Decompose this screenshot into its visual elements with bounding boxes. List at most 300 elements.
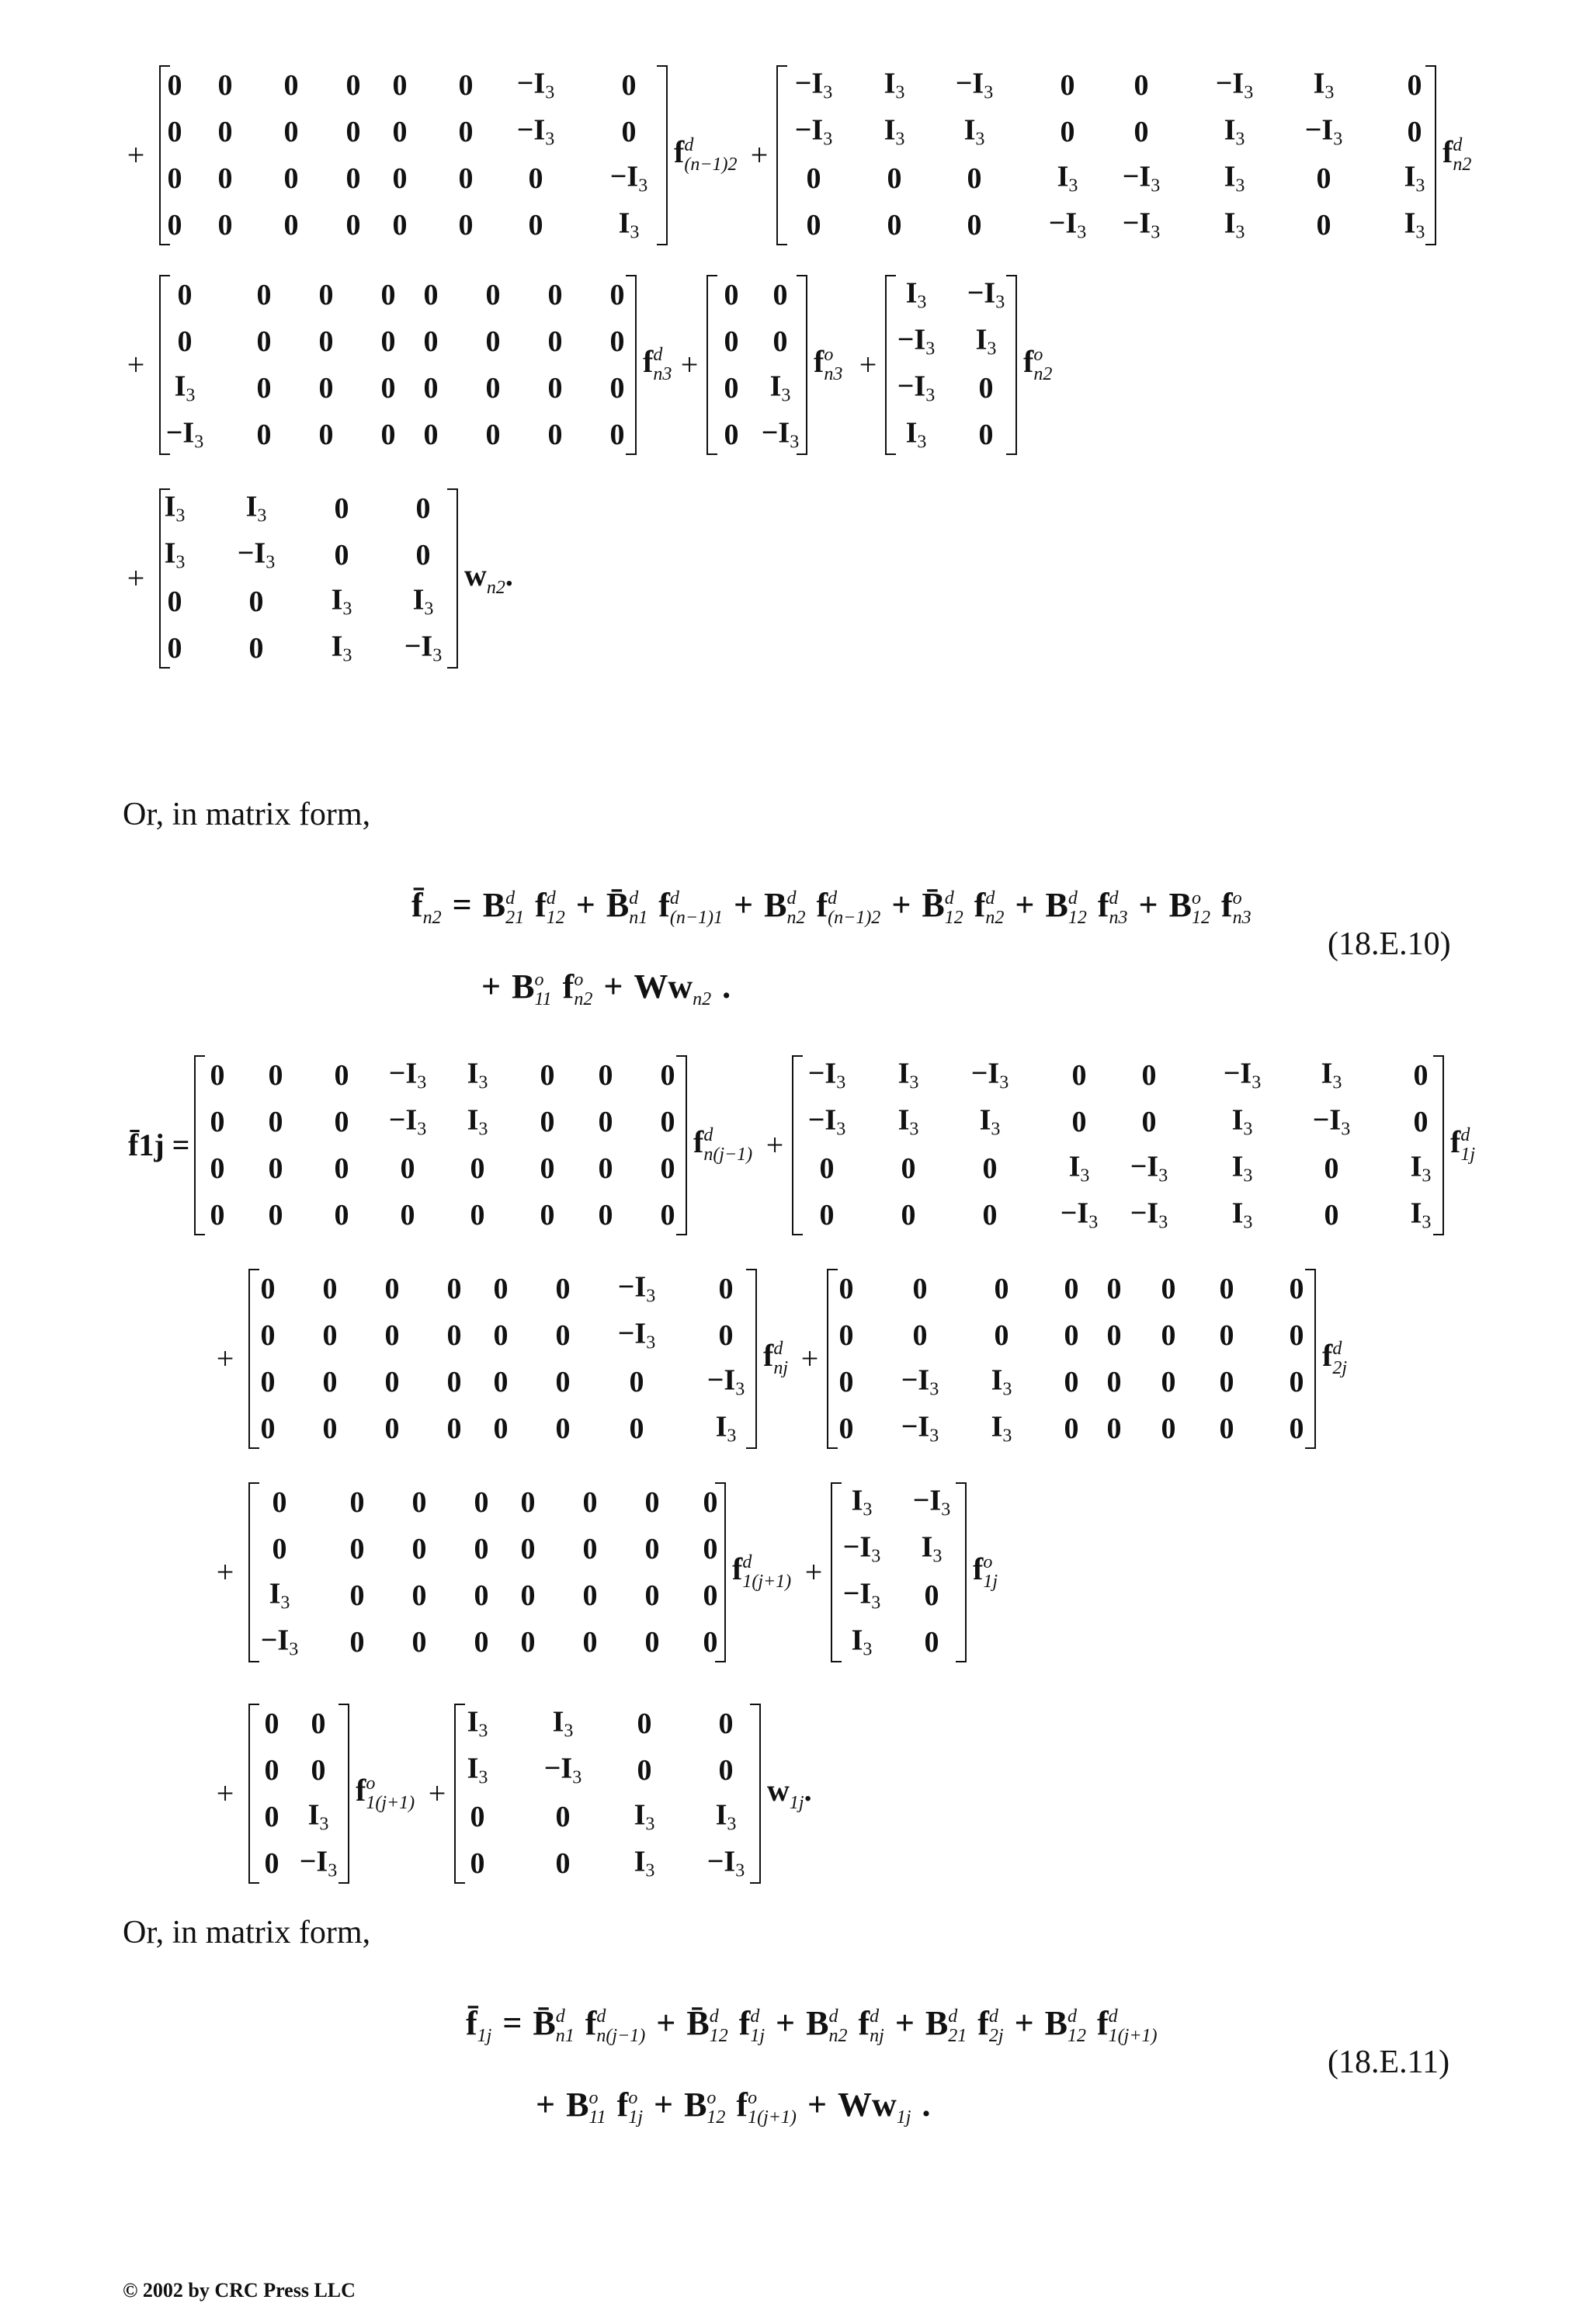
matrix-cell: 0 [345,209,361,241]
matrix-cell: 0 [210,1199,225,1231]
matrix-cell: 0 [349,1626,365,1659]
matrix-cell: 0 [1106,1273,1122,1305]
matrix-cell: 0 [318,279,334,311]
plus-sign: + [804,1555,823,1589]
equation-term: f d (n−1)1 [658,886,724,929]
matrix-cell: 0 [458,162,474,195]
matrix-cell: 0 [582,1533,598,1565]
matrix-cell: 0 [1161,1273,1176,1305]
matrix-cell: 0 [384,1273,400,1305]
matrix-cell: 0 [322,1273,338,1305]
matrix-cell: 0 [1106,1366,1122,1398]
equation-term: + [481,967,502,1006]
matrix-cell: 0 [493,1319,509,1352]
matrix-cell: $I_3$ [851,1624,873,1660]
matrix-cell: 0 [718,1754,734,1787]
equation-term: + [536,2086,556,2124]
matrix-cell: $-I_3$ [516,67,555,103]
bracket-right [746,1269,757,1449]
matrix-cell: 0 [177,325,193,358]
matrix-cell: 0 [1413,1059,1429,1092]
matrix-cell: 0 [1219,1366,1234,1398]
matrix-cell: $-I_3$ [842,1577,881,1614]
matrix-cell: $-I_3$ [1048,207,1087,243]
matrix-cell: 0 [167,116,182,148]
matrix-cell: $I_3$ [1313,67,1335,103]
matrix-cell: 0 [400,1199,415,1231]
matrix-cell: $-I_3$ [897,370,936,406]
bracket-left [831,1482,842,1662]
matrix-cell: 0 [540,1152,555,1185]
matrix-cell: 0 [474,1579,489,1612]
matrix-cell: 0 [260,1412,276,1445]
bracket-right [447,488,458,669]
matrix-cell: 0 [703,1626,718,1659]
vector-f: f o n2 [1023,344,1053,384]
matrix-cell: $I_3$ [715,1798,737,1835]
matrix-cell: 0 [1289,1366,1304,1398]
matrix-cell: $I_3$ [1224,113,1245,150]
matrix-cell: $I_3$ [1057,160,1078,196]
matrix-cell: 0 [967,209,982,241]
matrix-cell: 0 [380,372,396,405]
matrix-cell: 0 [400,1152,415,1185]
vector-f: f d nj [763,1338,788,1378]
matrix-cell: 0 [887,209,902,241]
matrix-cell: $I_3$ [1410,1197,1432,1233]
matrix-cell: 0 [334,1199,349,1231]
bracket-left [827,1269,838,1449]
matrix-cell: 0 [1060,69,1075,102]
plus-sign: + [800,1341,819,1376]
matrix-cell: 0 [978,372,994,405]
plus-sign: + [765,1127,784,1162]
vector-f: f d 1(j+1) [732,1551,792,1592]
matrix-cell: 0 [264,1801,279,1833]
matrix-cell: 0 [217,209,233,241]
matrix-cell: 0 [1106,1412,1122,1445]
matrix-cell: $-I_3$ [1060,1197,1099,1233]
matrix-cell: 0 [1316,209,1331,241]
equation-term: f d n2 [974,886,1005,929]
plus-sign: + [859,347,877,382]
matrix-cell: 0 [724,279,739,311]
matrix [248,1269,757,1449]
matrix-cell: 0 [256,372,272,405]
matrix-cell: 0 [629,1366,644,1398]
matrix-cell: 0 [268,1106,283,1138]
bracket-right [1433,1055,1444,1235]
matrix-cell: $I_3$ [467,1705,488,1742]
matrix [454,1704,761,1884]
matrix-cell: 0 [582,1579,598,1612]
equation-term: f o n2 [562,967,593,1010]
vector-f: f d n3 [643,344,672,384]
matrix-cell: 0 [458,69,474,102]
matrix [885,275,1017,455]
matrix-cell: 0 [838,1319,854,1352]
matrix-cell: 0 [982,1199,998,1231]
matrix-cell: 0 [1071,1106,1087,1138]
matrix-cell: 0 [384,1366,400,1398]
matrix-cell: 0 [901,1152,916,1185]
equation-term: B̄ d 12 [686,2004,728,2047]
matrix-cell: 0 [901,1199,916,1231]
matrix-cell: $I_3$ [897,1103,919,1140]
matrix-cell: 0 [264,1707,279,1740]
matrix-cell: 0 [1141,1106,1157,1138]
matrix-cell: $-I_3$ [901,1363,939,1400]
matrix-cell: 0 [392,69,408,102]
matrix-cell: 0 [555,1847,571,1880]
matrix-cell: 0 [167,585,182,618]
matrix-cell: $I_3$ [245,490,267,526]
matrix-cell: 0 [540,1059,555,1092]
matrix-cell: 0 [598,1152,613,1185]
matrix-cell: 0 [411,1579,427,1612]
matrix-cell: 0 [217,162,233,195]
equation-term: f d n3 [1097,886,1128,929]
bracket-right [1425,65,1436,245]
matrix-cell: $-I_3$ [516,113,555,150]
matrix-cell: 0 [345,116,361,148]
equation-term: + [603,967,623,1006]
matrix-cell: $-I_3$ [404,630,443,666]
matrix-cell: 0 [423,419,439,451]
matrix-cell: 0 [1106,1319,1122,1352]
bracket-right [956,1482,967,1662]
matrix-cell: 0 [260,1273,276,1305]
matrix-cell: $I_3$ [467,1057,488,1093]
equation-term: + [891,886,911,924]
matrix-cell: 0 [806,209,821,241]
matrix-cell: 0 [555,1273,571,1305]
equation-term: f d n(j−1) [585,2004,646,2047]
matrix-cell: 0 [283,69,299,102]
matrix-cell: 0 [318,325,334,358]
matrix-cell: 0 [819,1152,835,1185]
copyright-footer: © 2002 by CRC Press LLC [123,2279,356,2301]
vector-f: f d (n−1)2 [674,134,738,175]
matrix-cell: 0 [349,1486,365,1519]
equation-term: . [922,2086,931,2124]
matrix-cell: $I_3$ [174,370,196,406]
equation-term: Ww 1j [838,2086,911,2128]
matrix-cell: $I_3$ [1231,1150,1253,1186]
equation-term: B o 12 [1168,886,1210,929]
matrix-cell: $I_3$ [467,1752,488,1788]
equation-term: + [1138,886,1158,924]
matrix-cell: 0 [703,1579,718,1612]
vector-f: f o 1(j+1) [356,1773,415,1813]
matrix-cell: 0 [1407,116,1422,148]
matrix-cell: 0 [177,279,193,311]
matrix-cell: 0 [609,279,625,311]
matrix-cell: 0 [838,1273,854,1305]
matrix-cell: $I_3$ [715,1410,737,1447]
matrix-cell: 0 [555,1319,571,1352]
matrix-cell: $-I_3$ [609,160,648,196]
matrix-cell: $-I_3$ [388,1103,427,1140]
matrix-cell: 0 [268,1152,283,1185]
matrix-cell: 0 [621,69,637,102]
matrix-cell: 0 [392,116,408,148]
equation-term: B d 12 [1044,2004,1087,2047]
matrix-cell: $-I_3$ [617,1270,656,1307]
matrix-cell: $I_3$ [991,1410,1012,1447]
matrix-cell: 0 [660,1199,675,1231]
matrix-cell: 0 [380,279,396,311]
equation-term: f̄ n2 [411,886,442,929]
bracket-right [750,1704,761,1884]
matrix-cell: 0 [264,1754,279,1787]
matrix-cell: $-I_3$ [237,537,276,573]
equation-term: f d 1j [738,2004,765,2047]
matrix-cell: 0 [283,162,299,195]
equation-term: f d 12 [535,886,565,929]
matrix-cell: $I_3$ [307,1798,329,1835]
equation-term: f d 1(j+1) [1097,2004,1158,2047]
matrix-cell: 0 [485,325,501,358]
bracket-right [626,275,637,455]
matrix-cell: 0 [1064,1273,1079,1305]
matrix-cell: 0 [470,1199,485,1231]
matrix-cell: 0 [423,372,439,405]
matrix-cell: $I_3$ [975,323,997,360]
matrix-cell: 0 [718,1273,734,1305]
matrix-cell: 0 [598,1106,613,1138]
matrix-cell: 0 [256,325,272,358]
equation-term: B d n2 [806,2004,848,2047]
matrix-cell: 0 [644,1626,660,1659]
plus-sign: + [216,1555,234,1589]
matrix-cell: 0 [458,209,474,241]
matrix-cell: $I_3$ [897,1057,919,1093]
matrix-cell: 0 [474,1533,489,1565]
matrix-cell: 0 [210,1059,225,1092]
plus-sign: + [216,1776,234,1811]
matrix-cell: 0 [724,372,739,405]
equation-term: + [807,2086,828,2124]
matrix [248,1482,726,1662]
matrix-cell: 0 [520,1579,536,1612]
vector-f: f o n3 [814,344,843,384]
matrix-cell: $-I_3$ [260,1624,299,1660]
matrix-cell: $-I_3$ [1215,67,1254,103]
matrix-cell: $I_3$ [1321,1057,1342,1093]
matrix-cell: 0 [474,1486,489,1519]
matrix [792,1055,1444,1235]
matrix-cell: 0 [644,1486,660,1519]
matrix-cell: $-I_3$ [165,416,204,453]
matrix-cell: $I_3$ [1068,1150,1090,1186]
equation-term: B d n2 [764,886,806,929]
matrix-cell: $I_3$ [634,1845,655,1881]
matrix [159,65,668,245]
matrix-cell: 0 [334,1106,349,1138]
matrix-cell: 0 [994,1319,1009,1352]
plus-sign: + [127,347,145,382]
matrix-cell: 0 [1133,116,1149,148]
bracket-right [676,1055,687,1235]
matrix-cell: 0 [547,279,563,311]
matrix-cell: 0 [887,162,902,195]
equation-term: Ww n2 [634,967,712,1010]
matrix-cell: 0 [520,1486,536,1519]
matrix-cell: $I_3$ [1224,160,1245,196]
matrix-cell: 0 [629,1412,644,1445]
matrix-cell: $I_3$ [921,1530,943,1567]
equation-term: B o 12 [684,2086,726,2128]
matrix-cell: 0 [446,1412,462,1445]
matrix-cell: 0 [582,1626,598,1659]
matrix-cell: $-I_3$ [617,1317,656,1353]
matrix-cell: $I_3$ [634,1798,655,1835]
matrix-cell: 0 [1060,116,1075,148]
matrix [248,1704,349,1884]
matrix-cell: 0 [392,209,408,241]
matrix-cell: 0 [520,1533,536,1565]
paragraph-or-matrix-form-2: Or, in matrix form, [123,1915,371,1951]
bracket-left [792,1055,803,1235]
matrix-cell: $-I_3$ [897,323,936,360]
matrix-cell: 0 [644,1579,660,1612]
matrix-cell: 0 [423,279,439,311]
matrix-cell: 0 [384,1319,400,1352]
matrix-cell: 0 [838,1412,854,1445]
matrix-cell: 0 [967,162,982,195]
matrix-cell: 0 [547,325,563,358]
equation-term: f d (n−1)2 [816,886,881,929]
matrix-cell: 0 [493,1366,509,1398]
matrix-cell: 0 [609,325,625,358]
matrix-cell: $I_3$ [1224,207,1245,243]
matrix-cell: 0 [1289,1412,1304,1445]
matrix-cell: 0 [924,1579,939,1612]
matrix-cell: 0 [555,1412,571,1445]
equation-term: . [722,967,731,1006]
matrix-cell: 0 [1064,1319,1079,1352]
matrix-cell: $-I_3$ [967,276,1005,313]
matrix-cell: 0 [1071,1059,1087,1092]
matrix-cell: 0 [345,69,361,102]
matrix-cell: 0 [349,1533,365,1565]
matrix-cell: $-I_3$ [955,67,994,103]
matrix-cell: 0 [334,492,349,525]
equation-term: f d nj [858,2004,884,2047]
matrix-cell: 0 [318,419,334,451]
matrix-cell: 0 [819,1199,835,1231]
vector-w: w 1j . [767,1773,812,1813]
matrix-cell: $-I_3$ [794,67,833,103]
equation-term: f o 1(j+1) [736,2086,797,2128]
matrix-cell: $I_3$ [1231,1197,1253,1233]
matrix-cell: 0 [260,1319,276,1352]
matrix [827,1269,1316,1449]
equation-number-18e10: (18.E.10) [1328,926,1451,962]
equation-term: + [734,886,754,924]
matrix-cell: 0 [718,1319,734,1352]
matrix-cell: $-I_3$ [299,1845,338,1881]
matrix-cell: 0 [283,209,299,241]
equation-term: = [502,2004,522,2042]
matrix-cell: $I_3$ [979,1103,1001,1140]
matrix-cell: 0 [540,1199,555,1231]
matrix-cell: 0 [703,1486,718,1519]
matrix-cell: 0 [660,1152,675,1185]
matrix-cell: 0 [1324,1199,1339,1231]
matrix-cell: 0 [528,209,543,241]
matrix-cell: 0 [264,1847,279,1880]
equation-term: + [575,886,595,924]
matrix-cell: 0 [1316,162,1331,195]
matrix [159,488,458,669]
matrix-cell: 0 [423,325,439,358]
matrix-cell: 0 [555,1801,571,1833]
matrix-cell: 0 [415,492,431,525]
matrix-cell: $I_3$ [331,630,352,666]
equation-term: + [776,2004,796,2042]
matrix-cell: 0 [912,1273,928,1305]
matrix-cell: 0 [609,372,625,405]
matrix-cell: 0 [380,419,396,451]
matrix-cell: 0 [547,419,563,451]
matrix-cell: $-I_3$ [1122,207,1161,243]
equation-term: B o 11 [566,2086,606,2128]
matrix-cell: 0 [256,419,272,451]
equation-term: B d 12 [1045,886,1087,929]
bracket-right [1305,1269,1316,1449]
matrix-cell: 0 [411,1533,427,1565]
matrix-cell: 0 [982,1152,998,1185]
matrix-cell: $I_3$ [905,276,927,313]
matrix-cell: 0 [485,372,501,405]
lhs-vector: f̄1j = [128,1127,190,1162]
matrix-cell: 0 [772,325,788,358]
matrix-cell: 0 [1219,1273,1234,1305]
matrix-cell: 0 [272,1533,287,1565]
equation-term: + [1015,886,1035,924]
matrix-cell: $-I_3$ [706,1363,745,1400]
matrix-cell: $I_3$ [467,1103,488,1140]
matrix-cell: 0 [637,1754,652,1787]
matrix-cell: 0 [334,1059,349,1092]
matrix-cell: $-I_3$ [970,1057,1009,1093]
matrix-cell: 0 [470,1847,485,1880]
matrix-cell: 0 [248,585,264,618]
matrix-cell: $-I_3$ [1130,1150,1168,1186]
matrix-cell: 0 [1289,1273,1304,1305]
matrix-cell: 0 [485,279,501,311]
matrix-cell: 0 [474,1626,489,1659]
matrix-cell: 0 [318,372,334,405]
matrix-cell: 0 [322,1412,338,1445]
equation-term: f̄ 1j [466,2004,492,2047]
matrix-cell: $-I_3$ [842,1530,881,1567]
matrix-cell: 0 [334,1152,349,1185]
matrix-cell: $-I_3$ [901,1410,939,1447]
matrix-cell: 0 [838,1366,854,1398]
matrix-cell: $-I_3$ [1122,160,1161,196]
matrix-cell: $-I_3$ [807,1103,846,1140]
matrix-cell: 0 [1141,1059,1157,1092]
matrix-cell: 0 [598,1059,613,1092]
matrix-cell: 0 [703,1533,718,1565]
vector-f: f d n2 [1442,134,1472,175]
matrix-cell: 0 [248,632,264,665]
matrix-cell: 0 [1219,1319,1234,1352]
matrix-cell: 0 [458,116,474,148]
